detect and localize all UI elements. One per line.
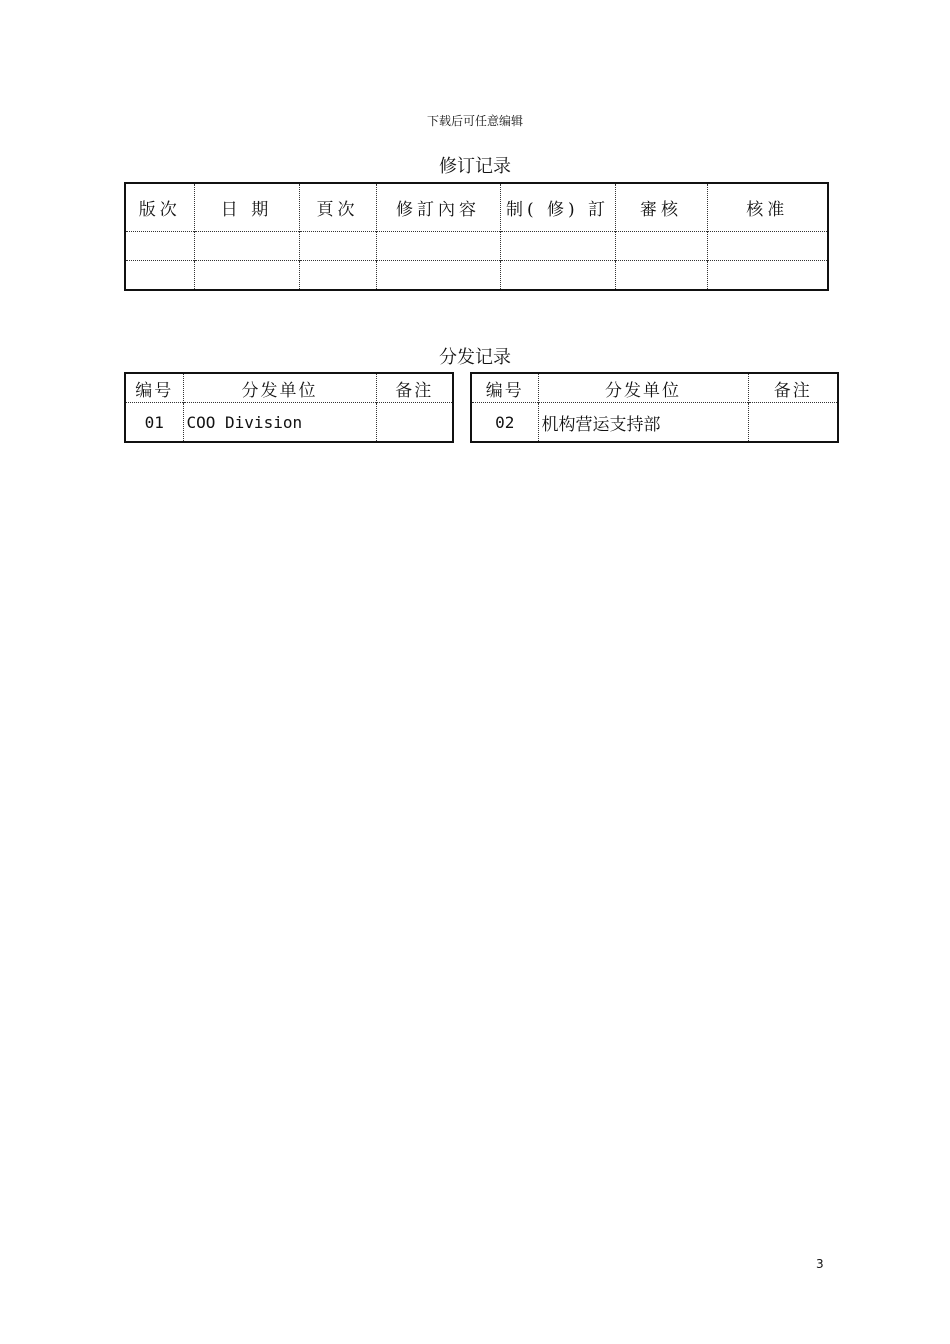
table-cell [194, 261, 299, 291]
col-header-number: 编号 [485, 380, 524, 401]
distribution-number: 02 [471, 403, 538, 443]
table-cell [500, 232, 615, 261]
col-header-content: 修訂內容 [376, 183, 500, 232]
table-cell [376, 232, 500, 261]
revision-title: 修订记录 [439, 156, 511, 177]
page-number: 3 [816, 1257, 824, 1271]
distribution-unit: COO Division [183, 403, 376, 443]
col-header-remark: 备注 [376, 373, 453, 403]
distribution-table-left [124, 372, 454, 443]
col-header-author: 制( 修) 訂 [500, 183, 615, 232]
table-cell [299, 232, 376, 261]
col-header-date: 日 期 [194, 183, 299, 232]
col-header-unit: 分发单位 [183, 373, 376, 403]
table-cell [500, 261, 615, 291]
col-header-number: 编号 [135, 380, 174, 401]
header-note: 下载后可任意编辑 [426, 114, 523, 128]
table-cell [125, 232, 194, 261]
distribution-unit: 机构营运支持部 [538, 403, 748, 443]
revision-header-row [125, 183, 828, 232]
table-row [125, 232, 828, 261]
revision-table [124, 182, 829, 291]
col-header-review: 審核 [615, 183, 707, 232]
distribution-header-row [471, 373, 838, 403]
distribution-title: 分发记录 [439, 347, 511, 368]
col-header-approve: 核准 [707, 183, 828, 232]
distribution-remark [376, 403, 453, 443]
col-header-page: 頁次 [299, 183, 376, 232]
col-header-version: 版次 [138, 200, 181, 220]
table-row [471, 403, 838, 443]
table-row [125, 261, 828, 291]
table-cell [707, 261, 828, 291]
distribution-remark [748, 403, 838, 443]
table-cell [125, 261, 194, 291]
table-cell [376, 261, 500, 291]
table-cell [299, 261, 376, 291]
table-cell [194, 232, 299, 261]
distribution-header-row [125, 373, 453, 403]
table-cell [615, 261, 707, 291]
distribution-table-right [470, 372, 839, 443]
table-cell [707, 232, 828, 261]
col-header-remark: 备注 [748, 373, 838, 403]
distribution-number: 01 [125, 403, 183, 443]
col-header-unit: 分发单位 [538, 373, 748, 403]
table-row [125, 403, 453, 443]
table-cell [615, 232, 707, 261]
